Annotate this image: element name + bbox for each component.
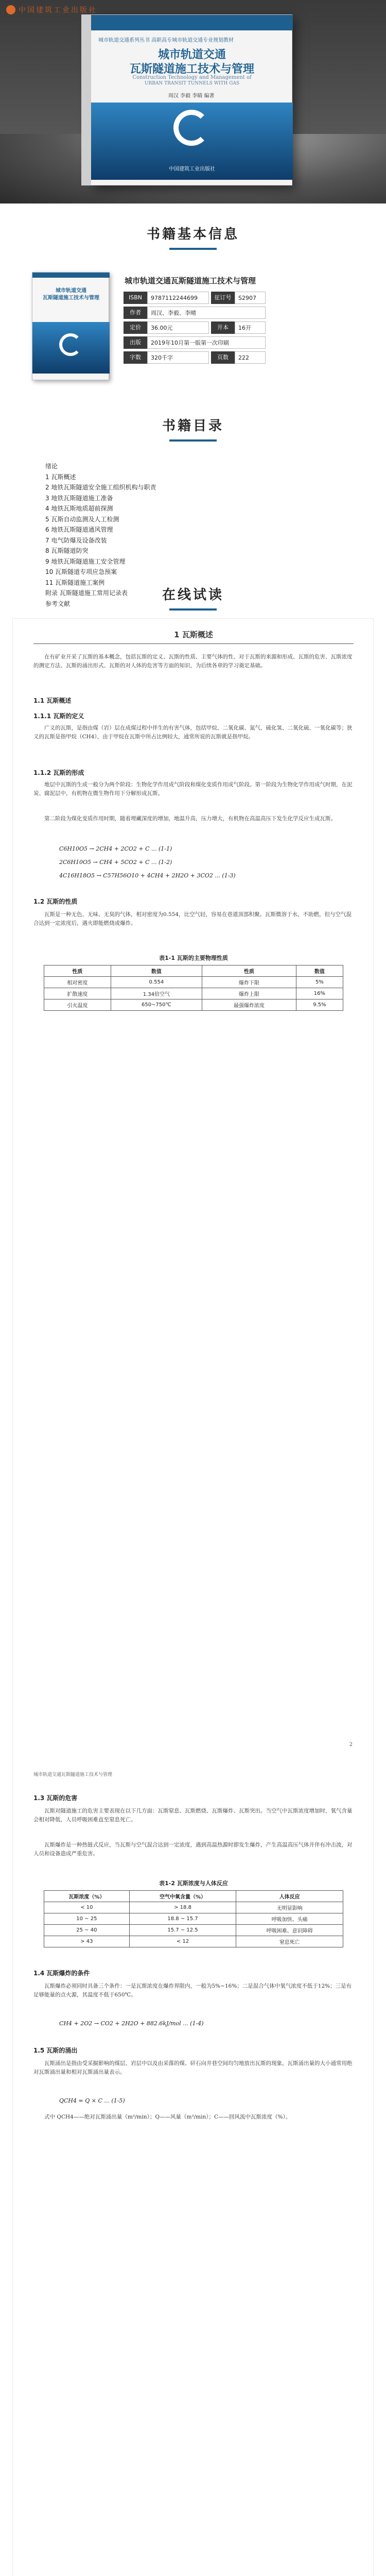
thumb-emblem-icon <box>59 333 82 356</box>
heading-underline <box>169 248 217 250</box>
table-header-row <box>44 1891 343 1902</box>
field-row-author <box>124 307 309 319</box>
toc-item: 9 地铁瓦斯隧道施工安全管理 <box>45 557 126 565</box>
table-cell: 最强爆炸浓度 <box>202 999 296 1011</box>
cover-title-en1: Construction Technology and Management of <box>132 75 252 80</box>
section-heading: 1.3 瓦斯的危害 <box>33 1794 78 1802</box>
table-cell: 650~750℃ <box>111 999 202 1011</box>
table-cell: < 10 <box>44 1902 130 1913</box>
table-header-row <box>44 965 343 977</box>
table-caption: 表1-1 瓦斯的主要物理性质 <box>159 955 228 961</box>
field-value: 16开 <box>235 321 266 334</box>
info-heading-text: 书籍基本信息 <box>146 227 239 242</box>
table-header-cell: 空气中氧含量（%） <box>129 1891 236 1902</box>
field-label: ISBN <box>124 292 147 304</box>
section-heading: 1.1.2 瓦斯的形成 <box>33 769 84 776</box>
heading-underline <box>169 439 217 442</box>
table-row <box>44 1902 343 1913</box>
table-row <box>44 1936 343 1947</box>
table-cell: < 12 <box>129 1936 236 1947</box>
thumb-title-line1: 城市轨道交通 <box>56 288 86 294</box>
cover-title-en2: URBAN TRANSIT TUNNELS WITH GAS <box>144 81 240 86</box>
table-cell: 25 ~ 40 <box>44 1925 130 1936</box>
formula: 2C6H10O5 → CH4 + 5CO2 + C ... (1-2) <box>59 859 172 866</box>
table-header-cell: 数值 <box>111 965 202 977</box>
cover-publisher: 中国建筑工业出版社 <box>169 166 215 172</box>
chapter-rule <box>33 643 354 644</box>
toc-item: 4 地铁瓦斯地质超前探测 <box>45 505 113 512</box>
toc-item: 5 瓦斯自动监测及人工检测 <box>45 515 119 523</box>
field-row-isbn <box>124 292 309 304</box>
toc-item: 7 电气防爆及设备改装 <box>45 536 107 544</box>
section-heading: 1.1.1 瓦斯的定义 <box>33 713 84 720</box>
book-cover-thumbnail <box>32 272 109 380</box>
toc-item: 绪论 <box>45 463 58 470</box>
table-cell: 18.8 ~ 15.7 <box>129 1913 236 1925</box>
toc-item: 参考文献 <box>45 600 71 607</box>
formula: CH4 + 2O2 → CO2 + 2H2O + 882.6kJ/mol ... (1-4) <box>59 2020 204 2027</box>
read-heading-text: 在线试读 <box>162 587 224 603</box>
sample-paragraph: 瓦斯涌出是指由受采掘影响的煤层、岩层中以及由采落的煤、矸石向井巷空间均匀地放出瓦斯的现象。瓦斯涌出量的大小通常用绝对瓦斯涌出量和相对瓦斯涌出量表示。 <box>33 2060 353 2075</box>
thumb-top-bar <box>32 273 110 278</box>
table-row <box>44 1925 343 1936</box>
publisher-logo-icon <box>6 5 15 14</box>
field-label: 征订号 <box>211 292 235 304</box>
table-cell: 呼吸加快、头痛 <box>236 1913 343 1925</box>
formula: 4C16H18O5 → C57H56O10 + 4CH4 + 2H2O + 3CO2 ... (1-3) <box>59 872 236 879</box>
toc-section-heading <box>0 415 386 442</box>
cover-title-line1: 城市轨道交通 <box>157 48 226 61</box>
toc-heading-text: 书籍目录 <box>162 418 224 434</box>
cover-emblem-icon <box>173 110 209 146</box>
field-label: 页数 <box>211 351 235 364</box>
table-cell: > 43 <box>44 1936 130 1947</box>
field-label: 作者 <box>124 307 147 319</box>
table-header-cell: 人体反应 <box>236 1891 343 1902</box>
section-heading: 1.1 瓦斯概述 <box>33 697 72 704</box>
table-cell: 爆炸上限 <box>202 988 296 999</box>
table-cell: 相对密度 <box>44 977 111 988</box>
book-fields <box>124 292 309 366</box>
formula: QCH4 = Q × C ... (1-5) <box>59 2097 125 2104</box>
table-cell: 引火温度 <box>44 999 111 1011</box>
field-value: 9787112244699 <box>147 292 209 304</box>
heading-underline <box>169 608 217 611</box>
table-cell: 呼吸困难、意识障碍 <box>236 1925 343 1936</box>
table-cell: 爆炸下限 <box>202 977 296 988</box>
book-info-card <box>27 261 359 384</box>
table-row <box>44 999 343 1011</box>
table-header-cell: 性质 <box>44 965 111 977</box>
table-cell: 16% <box>296 988 343 999</box>
sample-paragraph: 瓦斯爆炸是一种热链式反应，当瓦斯与空气混合达到一定浓度，遇到高温热源时即发生爆炸，产生高温高压气体并伴有冲击波，对人员和设备造成严重危害。 <box>33 1842 353 1857</box>
table-row <box>44 1913 343 1925</box>
section-heading: 1.2 瓦斯的性质 <box>33 898 78 905</box>
field-value: 周汉、李毅、李晴 <box>147 307 266 319</box>
sample-paragraph: 第二阶段为煤化变质作用时期，随着埋藏深度的增加，地温升高，压力增大，有机物在高温高压下发生化学反应生成瓦斯。 <box>44 816 336 822</box>
toc-item: 11 瓦斯隧道施工案例 <box>45 579 105 586</box>
table-cell: 窒息死亡 <box>236 1936 343 1947</box>
field-row-price <box>124 321 309 334</box>
field-row-publish <box>124 336 309 349</box>
field-value: 36.00元 <box>147 321 209 334</box>
table-cell: 无明显影响 <box>236 1902 343 1913</box>
toc-item: 2 地铁瓦斯隧道安全施工组织机构与职责 <box>45 484 156 491</box>
field-value: S2907 <box>235 292 266 304</box>
toc-item: 8 瓦斯隧道防突 <box>45 547 89 554</box>
chapter-title: 1 瓦斯概述 <box>174 630 213 639</box>
field-label: 定价 <box>124 321 147 334</box>
table-header-cell: 瓦斯浓度（%） <box>44 1891 130 1902</box>
table-cell: 0.554 <box>111 977 202 988</box>
sample-paragraph: 瓦斯是一种无色、无味、无臭的气体，相对密度为0.554，比空气轻，容易在巷道顶部积聚。瓦斯微溶于水，不助燃，但与空气混合达到一定浓度后，遇火即能燃烧或爆炸。 <box>33 911 352 926</box>
properties-table <box>44 965 343 1011</box>
running-header: 城市轨道交通瓦斯隧道施工技术与管理 <box>33 1772 113 1777</box>
table-header-cell: 数值 <box>296 965 343 977</box>
sample-paragraph: 在有矿业开采了瓦斯的基本概念，包括瓦斯的定义、瓦斯的性质、主要气体的性、对于瓦斯的来源和形成、瓦斯的危害、瓦斯浓度的测定方法、瓦斯的涌出形式、瓦斯的对人体的危害等方面的知识，为后续各章的学习奠定基础。 <box>33 654 353 669</box>
table-cell: 10 ~ 25 <box>44 1913 130 1925</box>
sample-paragraph: 瓦斯对隧道施工的危害主要表现在以下几方面：瓦斯窒息、瓦斯燃烧、瓦斯爆炸、瓦斯突出。当空气中瓦斯浓度增加时，氧气含量会相对降低，人员呼吸困难直至窒息死亡。 <box>33 1808 353 1823</box>
toc-item: 3 地铁瓦斯隧道施工准备 <box>45 494 113 502</box>
table-header-cell: 性质 <box>202 965 296 977</box>
field-value: 222 <box>235 351 266 364</box>
sample-paragraph: 瓦斯爆炸必须同时具备三个条件：一是瓦斯浓度在爆炸界限内，一般为5%~16%；二是混合气体中氧气浓度不低于12%；三是有足够能量的点火源，其温度不低于650℃。 <box>33 1983 352 1998</box>
toc-item: 附录 瓦斯隧道施工常用记录表 <box>45 589 128 597</box>
section-heading: 1.5 瓦斯的涌出 <box>33 2047 78 2054</box>
sample-paragraph: 式中 QCH4——绝对瓦斯涌出量（m³/min）；Q——风量（m³/min）；C——回风流中瓦斯浓度（%）。 <box>44 2114 291 2120</box>
table-row <box>44 988 343 999</box>
toc-item: 1 瓦斯概述 <box>45 473 76 481</box>
thumb-title-line2: 瓦斯隧道施工技术与管理 <box>43 295 99 301</box>
table-cell: 15.7 ~ 12.5 <box>129 1925 236 1936</box>
formula: C6H10O5 → 2CH4 + 2CO2 + C ... (1-1) <box>59 845 172 852</box>
info-section-heading <box>0 224 386 250</box>
sample-paragraph: 地层中瓦斯的生成一般分为两个阶段：生物化学作用成气阶段和煤化变质作用成气阶段。第一阶段为生物化学作用成气时期，在泥炭、腐泥层中，有机物在微生物作用下分解形成瓦斯。 <box>33 782 353 796</box>
field-row-words <box>124 351 309 364</box>
table-cell: > 18.8 <box>129 1902 236 1913</box>
concentration-table <box>44 1890 343 1947</box>
field-value: 2019年10月第一版第一次印刷 <box>147 336 266 349</box>
page-number: 2 <box>349 1742 353 1748</box>
table-row <box>44 977 343 988</box>
section-heading: 1.4 瓦斯爆炸的条件 <box>33 1970 90 1977</box>
field-label: 字数 <box>124 351 147 364</box>
publisher-name: 中国建筑工业出版社 <box>19 6 97 14</box>
table-cell: 5% <box>296 977 343 988</box>
toc-item: 6 地铁瓦斯隧道通风管理 <box>45 526 113 533</box>
table-cell: 扩散速度 <box>44 988 111 999</box>
cover-top-bar <box>91 15 293 30</box>
field-label: 开本 <box>211 321 235 334</box>
table-cell: 1.34倍空气 <box>111 988 202 999</box>
field-label: 出版 <box>124 336 147 349</box>
book-cover-3d <box>91 14 292 185</box>
cover-series: 城市轨道交通系列丛书 高职高专城市轨道交通专业规划教材 <box>98 38 234 43</box>
field-value: 320千字 <box>147 351 209 364</box>
book-title: 城市轨道交通瓦斯隧道施工技术与管理 <box>125 276 256 285</box>
table-cell: 9.5% <box>296 999 343 1011</box>
read-section-heading <box>0 584 386 611</box>
toc-item: 10 瓦斯隧道专项应急预案 <box>45 568 117 575</box>
table-caption: 表1-2 瓦斯浓度与人体反应 <box>159 1880 228 1887</box>
sample-pages <box>12 618 374 2576</box>
cover-title-line2: 瓦斯隧道施工技术与管理 <box>129 63 254 76</box>
sample-paragraph: 广义的瓦斯，是指由煤（岩）层在成煤过程中伴生的有害气体，包括甲烷、二氧化碳、氮气、硫化氢、二氧化硫、一氧化碳等；狭义的瓦斯是指甲烷（CH4），由于甲烷在瓦斯中所占比例较大，通常所说的瓦斯就是指甲烷。 <box>33 725 353 740</box>
hero-banner <box>0 0 386 204</box>
cover-authors: 周汉 李毅 李睛 编著 <box>168 93 215 99</box>
